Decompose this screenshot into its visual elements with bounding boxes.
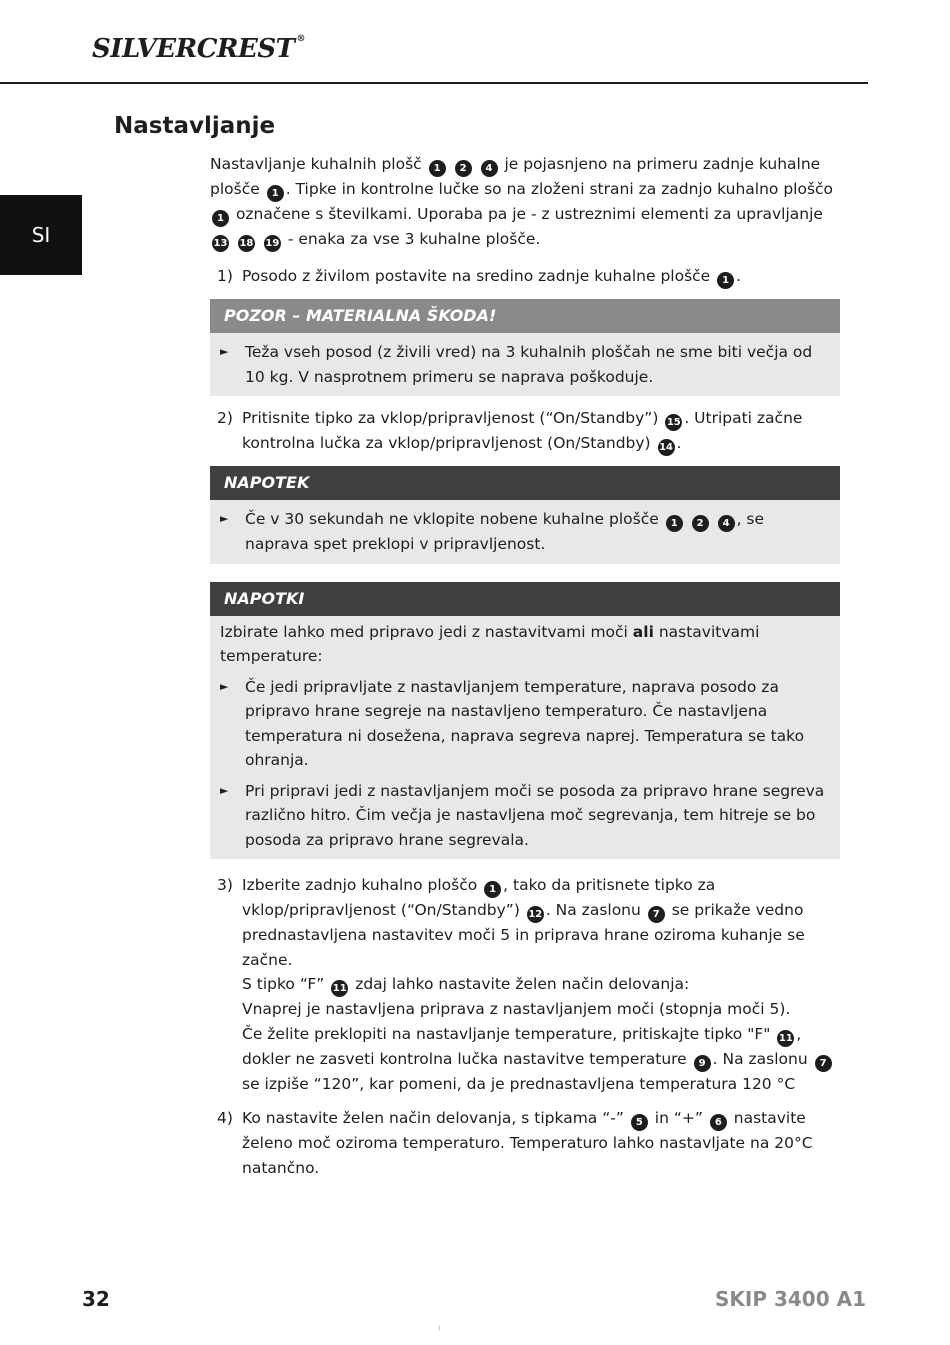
bullet-arrow-icon: ►	[220, 512, 229, 525]
ref-14: 14	[658, 439, 675, 456]
page-title: Nastavljanje	[114, 113, 276, 139]
ref-11: 11	[777, 1030, 794, 1047]
ref-1: 1	[267, 185, 284, 202]
ref-2: 2	[455, 160, 472, 177]
step-1: 1) Posodo z živilom postavite na sredino zadnje kuhalne plošče 1 .	[210, 264, 840, 289]
note-bullet: ► Če v 30 sekundah ne vklopite nobene kuhalne plošče 1 2 4 , se naprava spet preklopi v pripravljenost.	[220, 507, 826, 557]
ref-9: 9	[694, 1055, 711, 1072]
ref-4: 4	[481, 160, 498, 177]
ref-13: 13	[212, 235, 229, 252]
content	[210, 152, 840, 1180]
ref-1: 1	[717, 272, 734, 289]
ref-7: 7	[648, 906, 665, 923]
ref-1: 1	[666, 515, 683, 532]
ref-2: 2	[692, 515, 709, 532]
header-rule	[0, 82, 868, 84]
bullet-arrow-icon: ►	[220, 345, 229, 358]
notes-intro: Izbirate lahko med pripravo jedi z nastavitvami moči ali nastavitvami temperature:	[220, 622, 760, 665]
ref-1: 1	[484, 881, 501, 898]
page-number: 32	[82, 1287, 110, 1311]
ref-19: 19	[264, 235, 281, 252]
bullet-arrow-icon: ►	[220, 783, 229, 797]
notes-box	[210, 582, 840, 860]
notes-bullet-1: ► Če jedi pripravljate z nastavljanjem temperature, naprava posodo za pripravo hrane segreje na nastavljeno temperaturo. Če nastavljena temperatura ni dosežena, naprava segreva naprej. Temperatura se tako ohranja.	[220, 675, 826, 773]
model-name: SKIP 3400 A1	[715, 1287, 866, 1311]
ref-1: 1	[212, 210, 229, 227]
language-tab: SI	[0, 195, 82, 275]
step-4: 4) Ko nastavite želen način delovanja, s tipkama “-” 5 in “+” 6 nastavite želeno moč oziroma temperaturo. Temperaturo lahko nastavljate na 20°C natančno.	[217, 1109, 813, 1177]
intro-paragraph: Nastavljanje kuhalnih plošč 1 2 4 je pojasnjeno na primeru zadnje kuhalne plošče 1 . Tipke in kontrolne lučke so na zloženi strani za zadnjo kuhalno ploščo 1 označene s številkami. Uporaba pa je - z ustreznimi elementi za upravljanje 13 18 19 - enaka za vse 3 kuhalne plošče.	[210, 152, 840, 252]
warning-bullet: ► Teža vseh posod (z živili vred) na 3 kuhalnih ploščah ne sme biti večja od 10 kg. V nasprotnem primeru se naprava poškoduje.	[220, 340, 826, 389]
notes-heading: NAPOTKI	[210, 582, 840, 616]
step-2: 2) Pritisnite tipko za vklop/pripravljenost (“On/Standby”) 15 . Utripati začne kontrolna lučka za vklop/pripravljenost (On/Standby) 14 .	[210, 406, 840, 456]
ref-4: 4	[718, 515, 735, 532]
bullet-arrow-icon: ►	[220, 679, 229, 693]
note-box	[210, 466, 840, 564]
ref-15: 15	[665, 414, 682, 431]
warning-heading: POZOR – MATERIALNA ŠKODA!	[210, 299, 840, 333]
ref-1: 1	[429, 160, 446, 177]
footer-mark: ⁝	[438, 1324, 441, 1333]
notes-bullet-2: ► Pri pripravi jedi z nastavljanjem moči se posoda za pripravo hrane segreva različno hitro. Čim večja je nastavljena moč segrevanja, tem hitreje se bo posoda za pripravo hrane segrevala.	[220, 779, 826, 853]
ref-18: 18	[238, 235, 255, 252]
ref-12: 12	[527, 906, 544, 923]
brand-logo: SILVERCREST ®	[92, 34, 305, 64]
ref-5: 5	[631, 1114, 648, 1131]
ref-6: 6	[710, 1114, 727, 1131]
ref-7: 7	[815, 1055, 832, 1072]
step-3: 3) Izberite zadnjo kuhalno ploščo 1 , tako da pritisnete tipko za vklop/pripravljenost (“On/Standby”) 12 . Na zaslonu 7 se prikaže vedno prednastavljena nastavitev moči 5 in priprava hrane oziroma kuhanje se začne. S tipko “F” 11 zdaj lahko nastavite želen način delovanja: Vnaprej je nastavljena priprava z nastavljanjem moči (stopnja moči 5). Če želite preklopiti na nastavljanje temperature, pritiskajte tipko "F" 11 , dokler ne zasveti kontrolna lučka nastavitve temperature 9 . Na zaslonu 7 se izpiše “120”, kar pomeni, da je prednastavljena temperatura 120 °C	[210, 873, 840, 1096]
ref-11: 11	[331, 980, 348, 997]
note-heading: NAPOTEK	[210, 466, 840, 500]
warning-box	[210, 299, 840, 396]
